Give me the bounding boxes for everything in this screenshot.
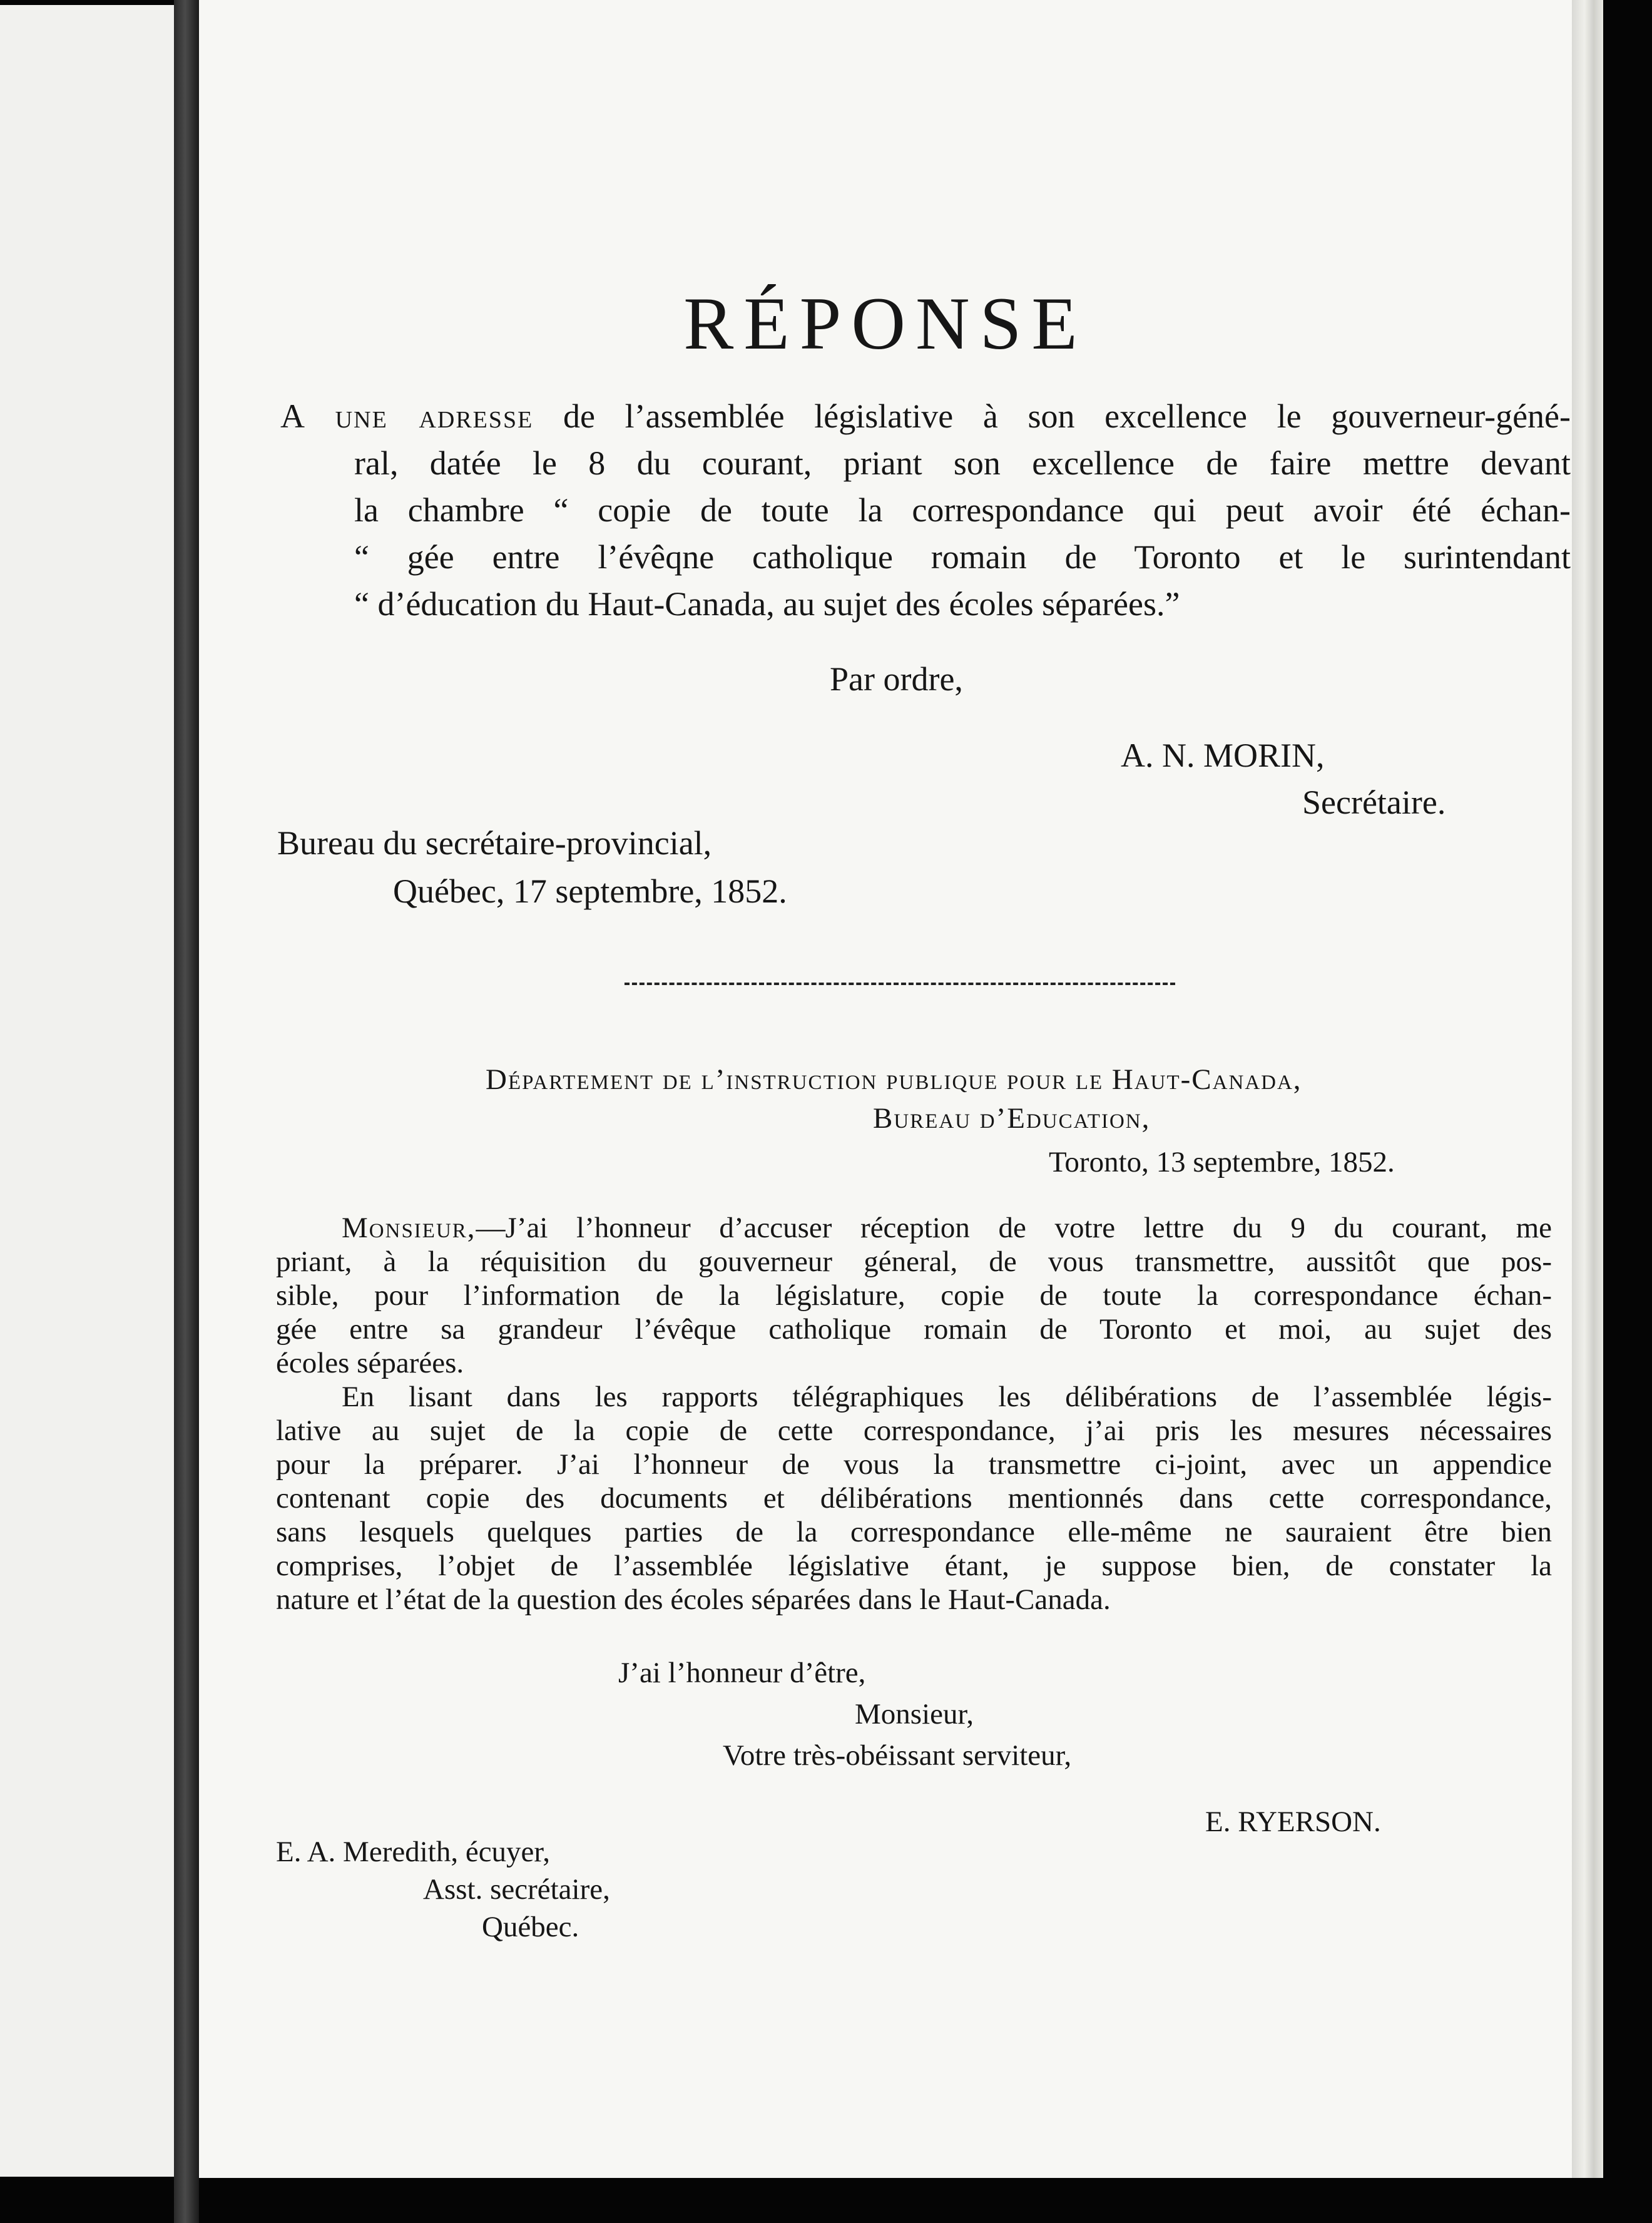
place-date: Québec, 17 septembre, 1852. — [393, 872, 787, 910]
address-line-4: “ gée entre l’évêqne catholique romain de Toronto et le surintendant — [354, 538, 1571, 576]
letter-p2-line-4: contenant copie des documents et délibérations mentionnés dans cette correspondance, — [276, 1482, 1552, 1515]
office-name: Bureau du secrétaire-provincial, — [277, 824, 712, 862]
book-gutter — [174, 0, 199, 2223]
letter-p2-line-1: En lisant dans les rapports télégraphiques les délibérations de l’assemblée légis- — [342, 1381, 1552, 1413]
address-line-5: “ d’éducation du Haut-Canada, au sujet des écoles séparées.” — [354, 585, 1180, 623]
signer-ryerson: E. RYERSON. — [1205, 1806, 1381, 1838]
signer-morin: A. N. MORIN, — [1121, 737, 1325, 774]
background-strip — [1603, 0, 1652, 2223]
salutation: Monsieur, — [342, 1212, 476, 1244]
page-edge-stack — [1572, 0, 1603, 2178]
letter-p1-line-2: priant, à la réquisition du gouverneur géneral, de vous transmettre, aussitôt que pos- — [276, 1245, 1552, 1278]
letter-p2-line-3: pour la préparer. J’ai l’honneur de vous la transmettre ci-joint, avec un appendice — [276, 1448, 1552, 1481]
section-divider — [625, 983, 1175, 985]
closing-line-2: Monsieur, — [855, 1698, 974, 1730]
facing-page-edge — [0, 5, 174, 2177]
closing-line-3: Votre très-obéissant serviteur, — [723, 1739, 1072, 1772]
page-title: RÉPONSE — [683, 282, 1088, 365]
address-line-1 — [280, 393, 1571, 440]
closing-line-1: J’ai l’honneur d’être, — [618, 1657, 866, 1689]
letter-p1-line-1-text: —J’ai l’honneur d’accuser réception de votre lettre du 9 du courant, me — [476, 1212, 1552, 1244]
letter-p1-line-4: gée entre sa grandeur l’évêque catholique romain de Toronto et moi, au sujet des — [276, 1313, 1552, 1346]
letter-p2-line-6: comprises, l’objet de l’assemblée législative étant, je suppose bien, de constater la — [276, 1550, 1552, 1582]
letter-p1-line-5: écoles séparées. — [276, 1347, 464, 1379]
par-ordre: Par ordre, — [830, 660, 963, 698]
bureau-heading: Bureau d’Education, — [873, 1102, 1151, 1135]
department-heading: Département de l’instruction publique pour le Haut-Canada, — [486, 1063, 1302, 1096]
document-page — [199, 0, 1572, 2178]
letter-p1-line-3: sible, pour l’information de la législature, copie de toute la correspondance échan- — [276, 1279, 1552, 1312]
letter-date: Toronto, 13 septembre, 1852. — [1049, 1146, 1395, 1178]
address-lead: A une adresse — [280, 397, 534, 435]
address-line-3: la chambre “ copie de toute la correspondance qui peut avoir été échan- — [354, 491, 1571, 529]
addressee-line-1: E. A. Meredith, écuyer, — [276, 1836, 550, 1868]
letter-p2-line-7: nature et l’état de la question des écoles séparées dans le Haut-Canada. — [276, 1583, 1111, 1616]
addressee-line-3: Québec. — [482, 1911, 579, 1943]
address-line-1-rest: de l’assemblée législative à son excellence le gouverneur-géné- — [533, 397, 1571, 435]
address-line-2: ral, datée le 8 du courant, priant son excellence de faire mettre devant — [354, 444, 1571, 482]
letter-p1-line-1 — [342, 1211, 1552, 1245]
signer-morin-title: Secrétaire. — [1302, 784, 1446, 821]
letter-p2-line-2: lative au sujet de la copie de cette correspondance, j’ai pris les mesures nécessaires — [276, 1414, 1552, 1447]
addressee-line-2: Asst. secrétaire, — [423, 1873, 610, 1906]
letter-p2-line-5: sans lesquels quelques parties de la correspondance elle-même ne sauraient être bien — [276, 1516, 1552, 1548]
